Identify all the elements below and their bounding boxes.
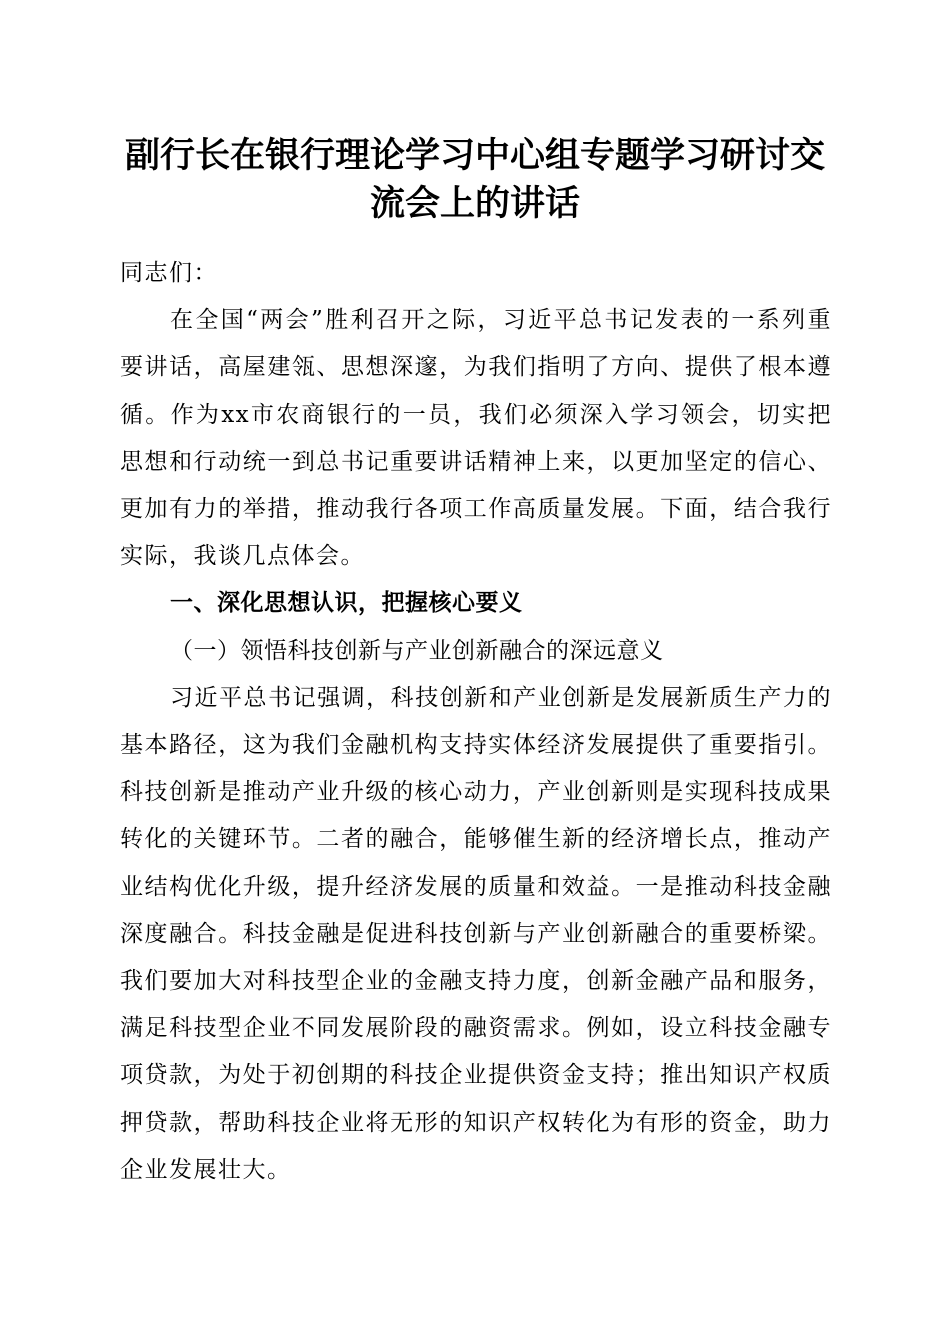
salutation: 同志们： [120, 260, 218, 286]
subsection-heading-1-1: （一）领悟科技创新与产业创新融合的深远意义 [170, 637, 664, 664]
document-body [120, 250, 832, 1194]
intro-paragraph: 在全国“两会”胜利召开之际，习近平总书记发表的一系列重要讲话，高屋建瓴、思想深邃，为我们指明了方向、提供了根本遵循。作为xx市农商银行的一员，我们必须深入学习领会，切实把思想和行动统一到总书记重要讲话精神上来，以更加坚定的信心、更加有力的举措，推动我行各项工作高质量发展。下面，结合我行实际，我谈几点体会。 [120, 307, 832, 570]
title-line-1: 副行长在银行理论学习中心组专题学习研讨交 [124, 136, 825, 176]
body-paragraph: 习近平总书记强调，科技创新和产业创新是发展新质生产力的基本路径，这为我们金融机构支持实体经济发展提供了重要指引。科技创新是推动产业升级的核心动力，产业创新则是实现科技成果转化的关键环节。二者的融合，能够催生新的经济增长点，推动产业结构优化升级，提升经济发展的质量和效益。一是推动科技金融深度融合。科技金融是促进科技创新与产业创新融合的重要桥梁。我们要加大对科技型企业的金融支持力度，创新金融产品和服务，满足科技型企业不同发展阶段的融资需求。例如，设立科技金融专项贷款，为处于初创期的科技企业提供资金支持；推出知识产权质押贷款，帮助科技企业将无形的知识产权转化为有形的资金，助力企业发展壮大。 [120, 684, 832, 1183]
document-title [100, 132, 850, 228]
title-line-2: 流会上的讲话 [369, 184, 580, 224]
section-heading-1: 一、深化思想认识，把握核心要义 [170, 590, 523, 617]
